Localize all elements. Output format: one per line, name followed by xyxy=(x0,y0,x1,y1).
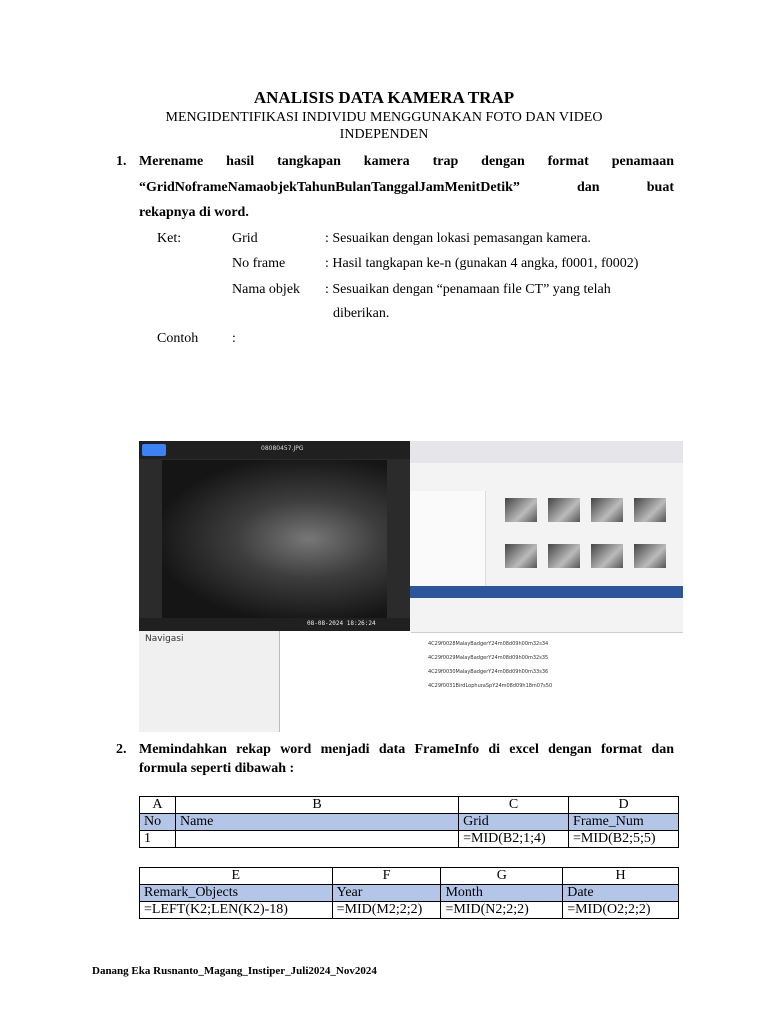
ket-key-grid: Grid xyxy=(232,231,258,246)
navigation-pane xyxy=(139,631,279,732)
format-string: “GridNoframeNamaobjekTahunBulanTanggalJamMenitDetik” xyxy=(139,180,520,195)
formula-cell: =MID(M2;2;2) xyxy=(332,902,441,919)
header-cell: Remark_Objects xyxy=(140,885,333,902)
header-cell: Name xyxy=(175,814,458,831)
word-line: 4C29f0031BirdLophuraSpY24m08d09h18m07s50 xyxy=(428,683,553,689)
header-cell: No xyxy=(140,814,176,831)
formula-cell: =MID(B2;5;5) xyxy=(569,831,679,848)
thumbnail xyxy=(591,544,623,568)
thumbnail xyxy=(505,544,537,568)
formula-cell: =MID(N2;2;2) xyxy=(441,902,563,919)
table-row xyxy=(140,831,679,848)
ket-value-nama-objek: : Sesuaikan dengan “penamaan file CT” yang telah xyxy=(325,282,611,297)
word-line: 4C29f0029MalayBadgerY24m08d09h00m32s35 xyxy=(428,655,549,661)
document-title: ANALISIS DATA KAMERA TRAP xyxy=(253,88,515,107)
ket-value-grid: : Sesuaikan dengan lokasi pemasangan kamera. xyxy=(325,231,591,246)
explorer-titlebar xyxy=(410,441,683,463)
column-letter: F xyxy=(332,868,441,885)
column-letter: H xyxy=(563,868,679,885)
header-row xyxy=(140,814,679,831)
header-cell: Year xyxy=(332,885,441,902)
photo-status-bar xyxy=(139,618,410,631)
step-1-line-2 xyxy=(139,180,674,196)
photo-filename: 08080457.JPG xyxy=(261,445,304,452)
explorer-sidebar xyxy=(410,491,486,586)
header-row xyxy=(140,885,679,902)
word-line: 4C29f0030MalayBadgerY24m08d09h00m33s36 xyxy=(428,669,549,675)
thumbnail xyxy=(634,498,666,522)
formula-cell: =MID(B2;1;4) xyxy=(459,831,569,848)
step-1-word-dan: dan xyxy=(577,180,600,195)
column-letter-row xyxy=(140,797,679,814)
column-letter: E xyxy=(140,868,333,885)
camera-trap-photo xyxy=(162,460,387,618)
nav-title: Navigasi xyxy=(145,634,184,644)
word-titlebar xyxy=(410,586,683,598)
ket-value-no-frame: : Hasil tangkapan ke-n (gunakan 4 angka, f0001, f0002) xyxy=(325,256,639,271)
contoh-label: Contoh xyxy=(157,331,199,346)
photo-viewer-toolbar xyxy=(139,441,410,459)
header-cell: Month xyxy=(441,885,563,902)
step-2-line-1: Memindahkan rekap word menjadi data FrameInfo di excel dengan format dan xyxy=(139,742,674,757)
column-letter: D xyxy=(569,797,679,814)
step-1-number: 1. xyxy=(116,154,127,169)
thumbnail xyxy=(634,544,666,568)
excel-table-1 xyxy=(139,796,679,848)
ket-value-continuation: diberikan. xyxy=(333,306,390,321)
excel-table-2 xyxy=(139,867,679,919)
word-document xyxy=(410,633,683,723)
column-letter-row xyxy=(140,868,679,885)
step-2-line-2: formula seperti dibawah : xyxy=(139,761,295,776)
header-cell: Date xyxy=(563,885,679,902)
column-letter: C xyxy=(459,797,569,814)
thumbnail xyxy=(591,498,623,522)
word-line: 4C29f0028MalayBadgerY24m08d09h00m32s34 xyxy=(428,641,549,647)
formula-cell: =MID(O2;2;2) xyxy=(563,902,679,919)
thumbnail xyxy=(548,544,580,568)
header-cell: Grid xyxy=(459,814,569,831)
photo-viewer xyxy=(139,441,410,631)
formula-cell: =LEFT(K2;LEN(K2)-18) xyxy=(140,902,333,919)
photo-timestamp: 08-08-2024 18:26:24 xyxy=(307,620,376,627)
table-row xyxy=(140,902,679,919)
ket-key-nama-objek: Nama objek xyxy=(232,282,301,297)
page-footer: Danang Eka Rusnanto_Magang_Instiper_Juli2024_Nov2024 xyxy=(92,965,377,977)
cell xyxy=(175,831,458,848)
contoh-colon: : xyxy=(232,331,236,346)
step-1-line-3: rekapnya di word. xyxy=(139,205,249,220)
document-subtitle: MENGIDENTIFIKASI INDIVIDU MENGGUNAKAN FOTO DAN VIDEO INDEPENDEN xyxy=(165,110,603,142)
header-cell: Frame_Num xyxy=(569,814,679,831)
word-ribbon xyxy=(410,598,683,633)
word-window xyxy=(410,586,683,732)
column-letter: B xyxy=(175,797,458,814)
cell: 1 xyxy=(140,831,176,848)
ket-label: Ket: xyxy=(157,231,182,246)
step-1-word-buat: buat xyxy=(646,180,674,195)
edit-icon xyxy=(142,444,166,456)
column-letter: A xyxy=(140,797,176,814)
example-screenshot xyxy=(139,441,683,732)
word-page-preview xyxy=(279,631,411,732)
thumbnail xyxy=(548,498,580,522)
step-1-line-1: Merename hasil tangkapan kamera trap dengan format penamaan xyxy=(139,154,674,169)
thumbnail xyxy=(505,498,537,522)
column-letter: G xyxy=(441,868,563,885)
ket-key-no-frame: No frame xyxy=(232,256,286,271)
step-2-number: 2. xyxy=(116,742,127,757)
file-explorer xyxy=(410,441,683,586)
